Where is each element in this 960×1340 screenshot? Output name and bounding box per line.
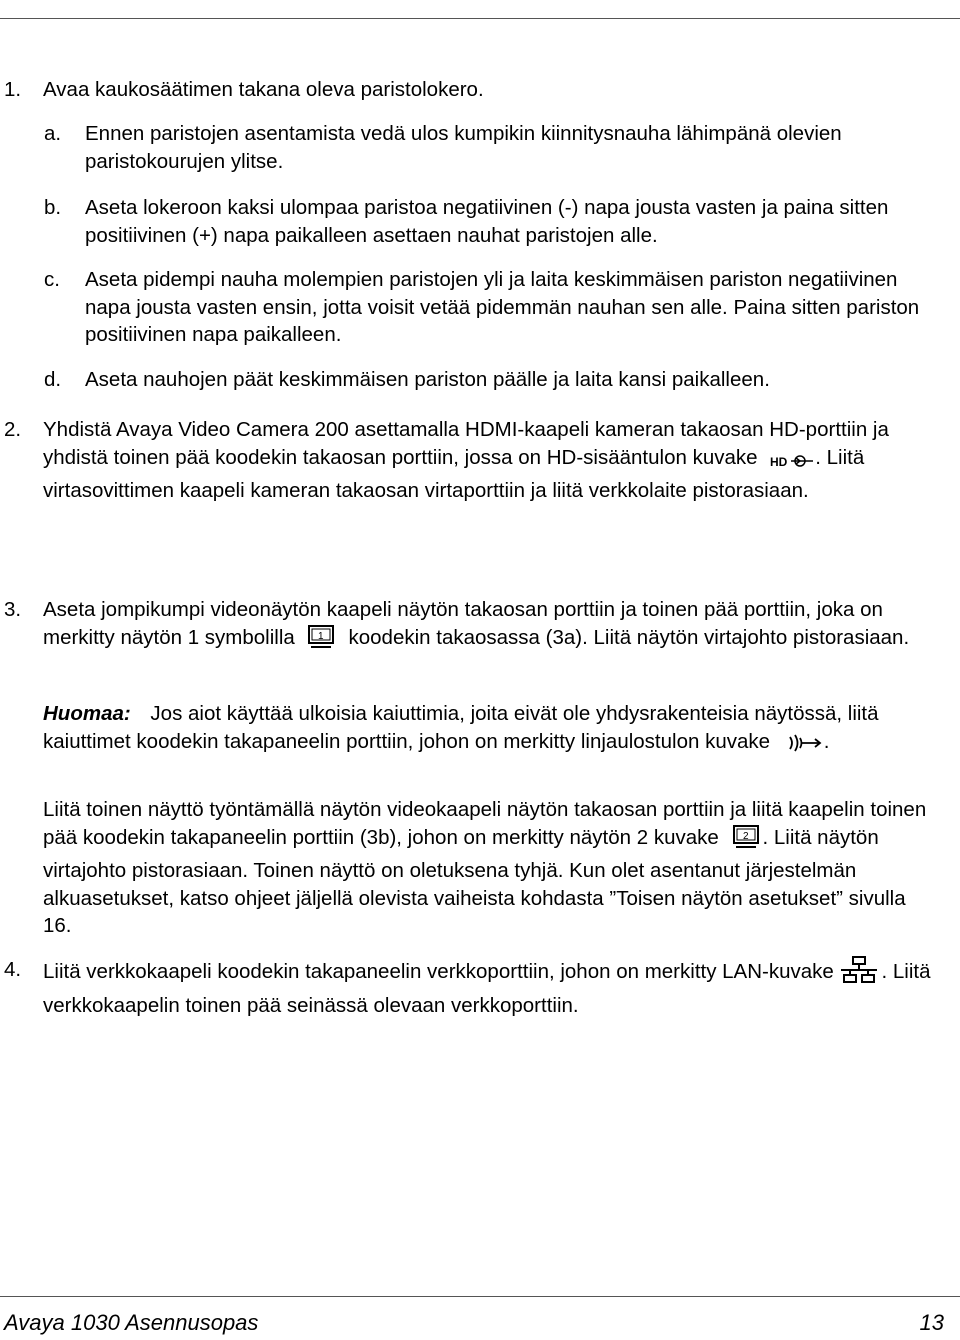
hd-icon-text: HD <box>770 454 788 469</box>
hd-input-icon <box>769 448 815 478</box>
line-out-icon <box>786 732 824 762</box>
lan-icon <box>840 956 880 992</box>
footer-rule <box>0 1296 960 1297</box>
substep-text: Aseta pidempi nauha molempien paristojen yli ja laita keskimmäisen pariston negatiivinen napa jousta vasten ensin, jotta voisit vetää pidemmän nauhan sen alle. Paina sitten pariston positiivinen napa paikalleen. <box>85 268 920 346</box>
monitor-1-icon <box>307 624 337 658</box>
substep-label: c. <box>44 268 60 291</box>
step-text-part: Yhdistä Avaya Video Camera 200 asettamalla HDMI-kaapeli kameran takaosan HD-porttiin ja yhdistä toinen pää koodekin takaosan porttiin, jossa on HD-sisääntulon kuvake <box>43 418 889 469</box>
step-number: 3. <box>4 598 22 621</box>
note-label: Huomaa: <box>43 702 131 725</box>
monitor-number: 1 <box>317 630 324 642</box>
note-block <box>43 700 938 761</box>
step-number: 4. <box>4 958 22 981</box>
substep-label: d. <box>44 368 62 391</box>
step-text <box>43 416 925 505</box>
step-1b <box>0 194 940 249</box>
step-text-part: Liitä verkkokaapeli koodekin takapaneelin verkkoporttiin, johon on merkitty LAN-kuvake <box>43 960 834 983</box>
note-text-end: . <box>823 729 830 753</box>
substep-label: a. <box>44 122 62 145</box>
substep-label: b. <box>44 196 62 219</box>
step-text <box>43 956 940 1019</box>
substep-text: Aseta nauhojen päät keskimmäisen pariston päälle ja laita kansi paikalleen. <box>85 368 770 391</box>
step-3 <box>0 596 925 657</box>
step-1d <box>0 366 940 394</box>
step-2 <box>0 416 925 505</box>
footer-title: Avaya 1030 Asennusopas <box>4 1310 259 1335</box>
step-text-part: koodekin takaosassa (3a). Liitä näytön virtajohto pistorasiaan. <box>348 625 910 649</box>
step-text-part: Aseta jompikumpi videonäytön kaapeli näytön takaosan porttiin ja toinen pää porttiin, joka on merkitty näytön 1 symbolilla <box>43 598 883 649</box>
step-text-part: . Liitä verkkokaapelin toinen pää seinässä olevaan verkkoporttiin. <box>43 960 931 1017</box>
monitor-2-icon <box>732 824 762 858</box>
paragraph-text-part: . Liitä näytön virtajohto pistorasiaan. Toinen näyttö on oletuksena tyhjä. Kun olet asentanut järjestelmän alkuasetukset, katso ohjeet jäljellä olevista vaiheista kohdasta ”Toisen näytön asetukset” sivulla 16. <box>43 825 906 937</box>
step-4 <box>0 956 940 1019</box>
step-text: Avaa kaukosäätimen takana oleva paristolokero. <box>43 78 484 101</box>
page-number: 13 <box>919 1310 944 1335</box>
step-text <box>43 596 925 657</box>
substep-text: Aseta lokeroon kaksi ulompaa paristoa negatiivinen (-) napa jousta vasten ja paina sitten positiivinen (+) napa paikalleen asettaen nauhat paristojen alle. <box>85 196 889 247</box>
note-text: Jos aiot käyttää ulkoisia kaiuttimia, joita eivät ole yhdysrakenteisia näytössä, liitä kaiuttimet koodekin takapaneelin porttiin, johon on merkitty linjaulostulon kuvake <box>43 702 879 753</box>
step-1a <box>0 120 940 175</box>
step-text-part: . Liitä virtasovittimen kaapeli kameran takaosan virtaporttiin ja liitä verkkolaite pistorasiaan. <box>43 445 865 502</box>
step-1c <box>0 266 940 349</box>
substep-text: Ennen paristojen asentamista vedä ulos kumpikin kiinnitysnauha lähimpänä olevien paristokourujen ylitse. <box>85 122 842 173</box>
top-rule <box>0 18 960 19</box>
step-number: 1. <box>4 78 22 101</box>
monitor-number: 2 <box>743 830 750 842</box>
paragraph-text: Liitä toinen näyttö työntämällä näytön videokaapeli näytön takaosan porttiin ja liitä kaapelin toinen pää koodekin takapaneelin porttiin (3b), johon on merkitty näytön 2 kuvake <box>43 798 927 849</box>
step-number: 2. <box>4 418 22 441</box>
second-monitor-paragraph <box>43 796 933 940</box>
